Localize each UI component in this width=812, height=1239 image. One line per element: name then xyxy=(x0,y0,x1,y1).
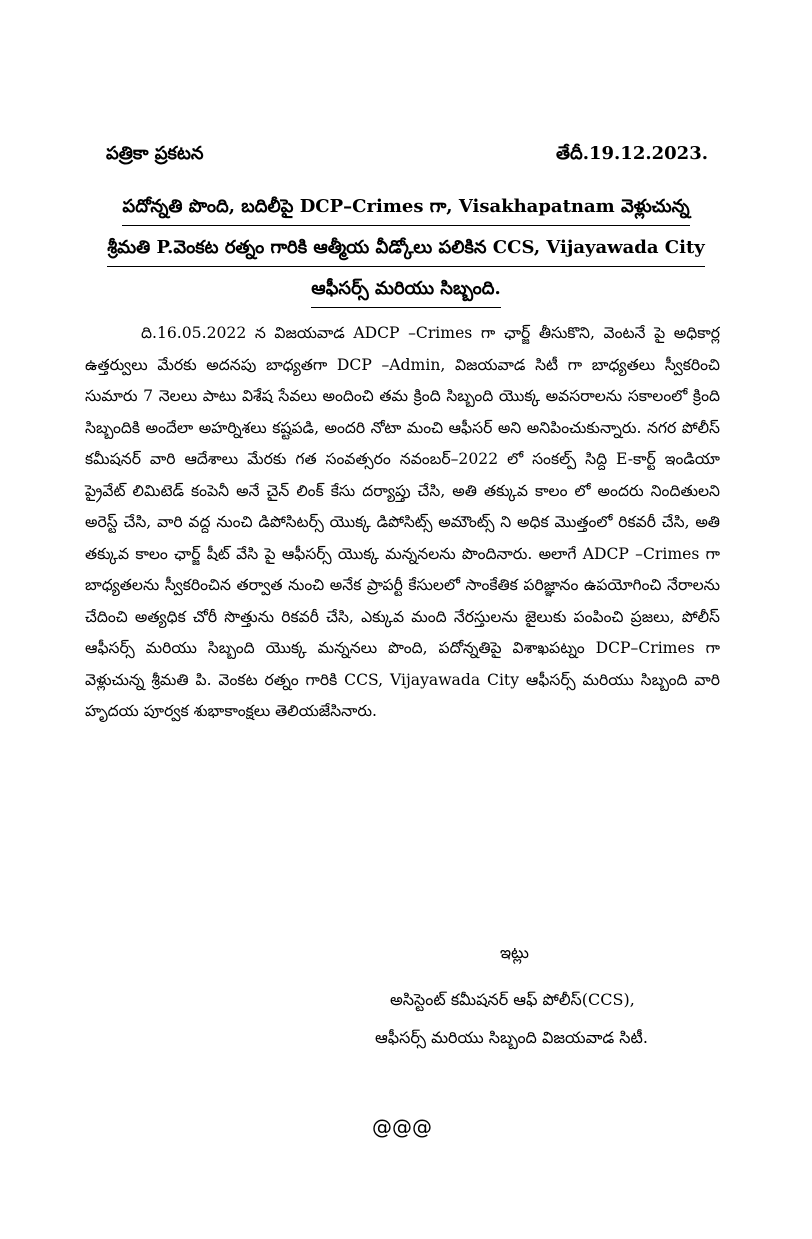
headline-line: పదోన్నతి పొంది, బదిలీపై DCP–Crimes గా, Visakhapatnam వెళ్లుచున్న xyxy=(122,195,689,226)
headline xyxy=(90,195,722,318)
signatory-organization: ఆఫీసర్స్ మరియు సిబ్బంది విజయవాడ సిటీ. xyxy=(375,1028,648,1047)
headline-line: శ్రీమతి P.వెంకట రత్నం గారికి ఆత్మీయ వీడ్కోలు పలికిన CCS, Vijayawada City xyxy=(107,236,705,267)
press-release-label: పత్రికా ప్రకటన xyxy=(106,143,204,164)
closing-salutation: ఇట్లు xyxy=(500,943,529,962)
release-date: తేదీ.19.12.2023. xyxy=(556,143,708,164)
end-mark: @@@ xyxy=(372,1115,432,1139)
headline-line: ఆఫీసర్స్ మరియు సిబ్బంది. xyxy=(311,277,500,308)
signatory-title: అసిస్టెంట్ కమీషనర్ ఆఫ్ పోలీస్(CCS), xyxy=(390,990,635,1009)
body-paragraph: ది.16.05.2022 న విజయవాడ ADCP –Crimes గా ఛార్జ్ తీసుకొని, వెంటనే పై అధికార్ల ఉత్తర్వులు మేరకు అదనపు బాధ్యతగా DCP –Admin, విజయవాడ సిటీ గా బాధ్యతలు స్వీకరించి సుమారు 7 నెలలు పాటు విశేష సేవలు అందించి తమ క్రింది సిబ్బంది యొక్క అవసరాలను సకాలంలో క్రింది సిబ్బందికి అందేలా అహర్నిశలు కష్టపడి, అందరి నోటా మంచి ఆఫీసర్ అని అనిపించుకున్నారు. నగర పోలీస్ కమీషనర్ వారి ఆదేశాలు మేరకు గత సంవత్సరం నవంబర్–2022 లో సంకల్ప్ సిద్ది E-కార్ట్ ఇండియా ప్రైవేట్ లిమిటెడ్ కంపెనీ అనే చైన్ లింక్ కేసు దర్యాప్తు చేసి, అతి తక్కువ కాలం లో అందరు నిందితులని అరెస్ట్ చేసి, వారి వద్ద నుంచి డిపోసిటర్స్ యొక్క డిపోసిట్స్ అమౌంట్స్ ని అధిక మొత్తంలో రికవరీ చేసి, అతి తక్కువ కాలం ఛార్జ్ షీట్ వేసి పై ఆఫీసర్స్ యొక్క మన్ననలను పొందినారు. అలాగే ADCP –Crimes గా బాధ్యతలను స్వీకరించిన తర్వాత నుంచి అనేక ప్రాపర్టీ కేసులలో సాంకేతిక పరిజ్ఞానం ఉపయోగించి నేరాలను చేదించి అత్యధిక చోరీ సొత్తును రికవరీ చేసి, ఎక్కువ మంది నేరస్తులను జైలుకు పంపించి ప్రజలు, పోలీస్ ఆఫీసర్స్ మరియు సిబ్బంది యొక్క మన్ననలు పొంది, పదోన్నతిపై విశాఖపట్నం DCP–Crimes గా వెళ్లుచున్న శ్రీమతి పి. వెంకట రత్నం గారికి CCS, Vijayawada City ఆఫీసర్స్ మరియు సిబ్బంది వారి హృదయ పూర్వక శుభాకాంక్షలు తెలియజేసినారు. xyxy=(85,324,720,720)
